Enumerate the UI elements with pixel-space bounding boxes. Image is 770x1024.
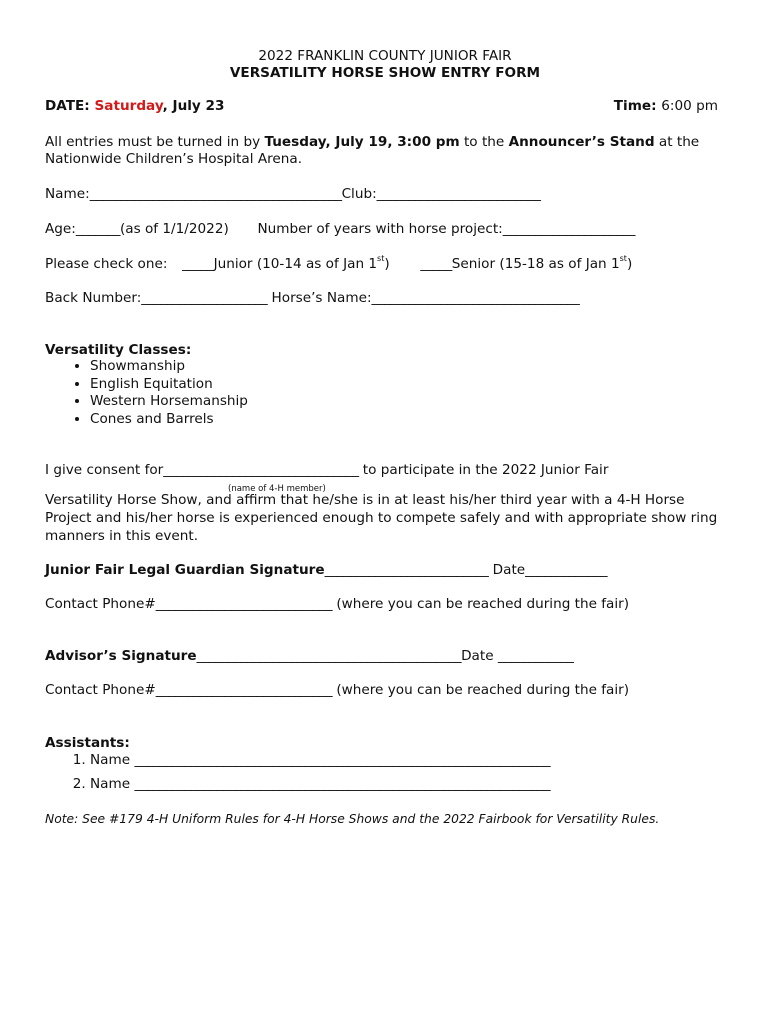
assistants-list [45,748,718,796]
check-label: Please check one: [45,256,168,272]
time-label: Time: [613,98,657,114]
member-name-hint-text: (name of 4-H member) [228,484,326,494]
years-input[interactable]: _____________________ [502,221,635,237]
footer-note: Note: See #179 4-H Uniform Rules for 4-H Horse Shows and the 2022 Fairbook for Versatility Rules. [45,812,660,826]
assistant-item [90,772,718,796]
date-field [45,98,224,114]
junior-label: Junior (10-14 as of Jan 1 [213,256,378,272]
advisor-date-input[interactable]: ____________ [497,648,574,664]
name-club-row [45,186,718,202]
name-label: Name: [45,186,90,202]
junior-sup: st [377,254,385,263]
advisor-signature-row [45,648,718,664]
guardian-phone-note: (where you can be reached during the fair) [332,596,630,612]
form-header-line1: 2022 FRANKLIN COUNTY JUNIOR FAIR [258,48,512,64]
class-item-showmanship: • Showmanship [90,358,718,376]
horse-name-label: Horse’s Name: [267,290,372,306]
assistants-list-wrap [45,748,718,796]
senior-close: ) [626,256,633,272]
guardian-date-input[interactable]: _____________ [525,562,607,578]
assistant-name-label: Name [90,752,135,768]
entries-note-part1: All entries must be turned in by [45,134,265,150]
entries-note-part3: at the [654,134,700,150]
assistant-name-input[interactable]: __________________________________________________________________ [134,752,551,768]
advisor-signature-label: Advisor’s Signature [45,648,197,664]
advisor-date-label: Date [461,648,498,664]
name-input[interactable]: ________________________________________ [89,186,342,202]
entries-note-part2: to the [459,134,509,150]
time-value: 6:00 pm [661,98,718,114]
class-item-western-horsemanship: • Western Horsemanship [90,393,718,411]
date-rest: , July 23 [162,98,225,114]
guardian-signature-row [45,562,718,578]
age-row [45,221,718,237]
date-label: DATE: [45,98,90,114]
assistant-item [90,748,718,772]
time-field [614,98,718,114]
club-input[interactable]: __________________________ [376,186,541,202]
advisor-signature-input[interactable]: __________________________________________ [196,648,462,664]
guardian-signature-label: Junior Fair Legal Guardian Signature [45,562,325,578]
senior-checkbox[interactable]: _____ [420,256,452,272]
club-label: Club: [341,186,377,202]
advisor-phone-label: Contact Phone# [45,682,156,698]
horse-name-input[interactable]: _________________________________ [371,290,580,306]
guardian-phone-label: Contact Phone# [45,596,156,612]
guardian-phone-input[interactable]: ____________________________ [155,596,333,612]
age-input[interactable]: _______ [75,221,120,237]
senior-sup: st [619,254,627,263]
consent-end: to participate in the 2022 Junior Fair [358,462,609,478]
entries-note-line1 [45,134,718,150]
assistant-name-label: Name [90,776,135,792]
back-number-input[interactable]: ____________________ [141,290,268,306]
junior-close: ) [384,256,390,272]
classes-list [45,358,718,428]
classes-title: Versatility Classes: [45,342,192,358]
date-row [45,98,718,114]
member-name-input[interactable]: _______________________________ [163,462,359,478]
guardian-phone-row [45,596,718,612]
consent-start: I give consent for [45,462,164,478]
class-item-english-equitation: • English Equitation [90,376,718,394]
guardian-date-label: Date [488,562,526,578]
entries-deadline: Tuesday, July 19, 3:00 pm [264,134,460,150]
date-day: Saturday [94,98,163,114]
assistants-title: Assistants: [45,735,130,751]
form-title: VERSATILITY HORSE SHOW ENTRY FORM [229,65,541,81]
age-label: Age: [45,221,76,237]
guardian-signature-input[interactable]: __________________________ [324,562,489,578]
entries-place: Announcer’s Stand [508,134,655,150]
junior-checkbox[interactable]: _____ [182,256,214,272]
back-number-label: Back Number: [45,290,142,306]
division-row [45,256,718,272]
assistant-name-input[interactable]: __________________________________________________________________ [134,776,551,792]
advisor-phone-row [45,682,718,698]
consent-paragraph: Versatility Horse Show, and affirm that he/she is in at least his/her third year with a 4-H Horse Project and his/her horse is experienced enough to compete safely and with appropriate show ring manners in this event. [45,492,718,544]
entries-note-line2: Nationwide Children’s Hospital Arena. [45,151,303,167]
senior-label: Senior (15-18 as of Jan 1 [451,256,620,272]
advisor-phone-input[interactable]: ____________________________ [155,682,333,698]
consent-row [45,462,718,478]
age-note: (as of 1/1/2022) [119,221,229,237]
advisor-phone-note: (where you can be reached during the fair) [332,682,630,698]
back-number-row [45,290,718,306]
class-item-cones-barrels: • Cones and Barrels [90,411,718,429]
classes-list-wrap [45,358,718,428]
years-label: Number of years with horse project: [257,221,503,237]
